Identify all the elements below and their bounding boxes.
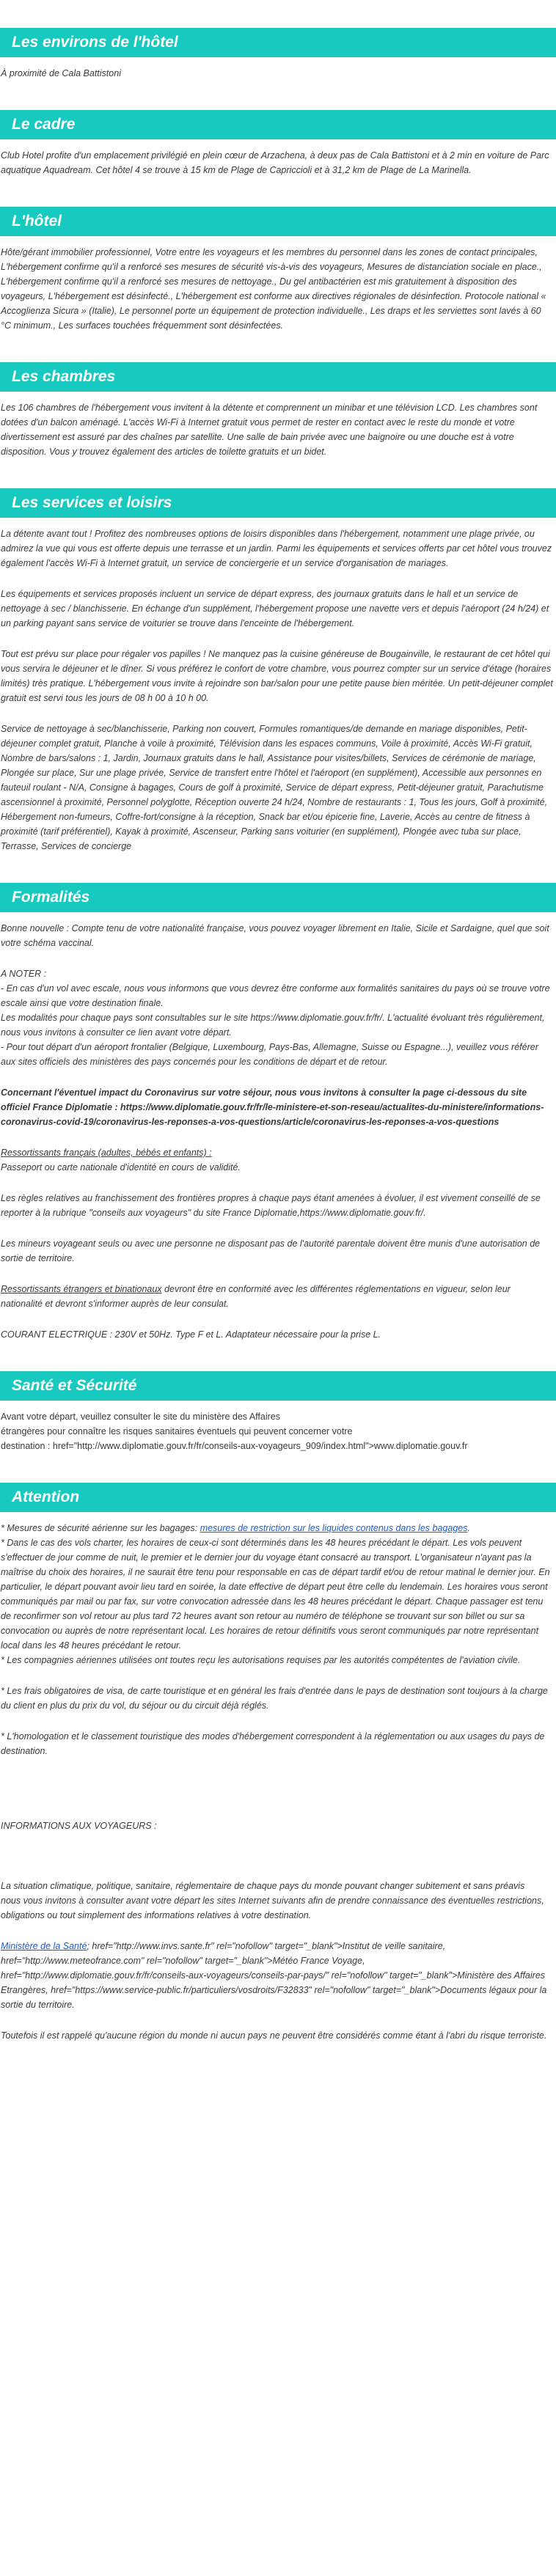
chambres-text: Les 106 chambres de l'hébergement vous invitent à la détente et comprennent un minibar et une télévision LCD. Les chambres sont dotées d'un balcon aménagé. L'accès Wi-Fi à Internet gratuit vous permet de rester en contact avec le reste du monde et votre divertissement est assuré par des chaînes par satellite. Une salle de bain privée avec une baignoire ou une douche est à votre disposition. Vous y trouvez également des articles de toilette gratuits et un bidet.: [1, 403, 538, 457]
section-title: Formalités: [0, 883, 556, 912]
health-ministry-link[interactable]: Ministère de la Santé: [1, 1941, 87, 1951]
french-nationals: [1, 1145, 553, 1175]
travelers-info-line: La situation climatique, politique, sanitaire, réglementaire de chaque pays du monde pouvant changer subitement et sans préavis: [1, 1881, 525, 1891]
luggage-notice-end: .: [467, 1523, 470, 1533]
official-links: [1, 1939, 553, 2012]
section-formalites: [0, 883, 556, 1342]
travelers-info: [1, 1879, 553, 1923]
section-sante: [0, 1371, 556, 1453]
sante-line: destination : href="http://www.diplomatie.gouv.fr/fr/conseils-aux-voyageurs_909/index.html">www.diplomatie.gouv.fr: [1, 1441, 468, 1451]
formalites-intro: Bonne nouvelle : Compte tenu de votre nationalité française, vous pouvez voyager librement en Italie, Sicile et Sardaigne, quel que soit votre schéma vaccinal.: [1, 923, 549, 948]
services-paragraph: Les équipements et services proposés incluent un service de départ express, des journaux gratuits dans le hall et un service de nettoyage à sec / blanchisserie. En échange d'un supplément, l'hébergement propose une navette vers et depuis l'aéroport (24 h/24) et un parking payant sans service de voiturier se trouve dans l'enceinte de l'hébergement.: [1, 589, 549, 628]
accommodation-rating: * L'homologation et le classement touristique des modes d'hébergement correspondent à la réglementation ou aux usages du pays de destination.: [1, 1731, 545, 1756]
official-links-text: ; href="http://www.invs.sante.fr" rel="nofollow" target="_blank">Institut de veille sanitaire, href="http://www.meteofrance.com" rel="nofollow" target="_blank">Météo France Voyage, href="http://www.diplomatie.gouv.fr/fr/conseils-aux-voyageurs/conseils-par-pays/" rel="nofollow" target="_blank">Ministère des Affaires Etrangères, href="https://www.service-public.fr/particuliers/vosdroits/F32833" rel="nofollow" target="_blank">Documents légaux pour la sortie du territoire.: [1, 1941, 547, 2010]
foreign-nationals-text: devront être en conformité avec les différentes réglementations en vigueur, selon leur nationalité et devront s'informer auprès de leur consulat.: [1, 1284, 511, 1309]
formalites-nota: [1, 966, 553, 1069]
nota-line: - En cas d'un vol avec escale, nous vous informons que vous devrez être conforme aux formalités sanitaires du pays où se trouve votre escale ainsi que votre destination finale.: [1, 983, 550, 1008]
sante-line: Avant votre départ, veuillez consulter le site du ministère des Affaires: [1, 1412, 280, 1422]
visa-fees: * Les frais obligatoires de visa, de carte touristique et en général les frais d'entrée dans le pays de destination sont toujours à la charge du client en plus du prix du vol, du séjour ou du circuit déjà réglés.: [1, 1686, 548, 1711]
minors-rules: Les mineurs voyageant seuls ou avec une personne ne disposant pas de l'autorité parentale doivent être munis d'une autorisation de sortie de territoire.: [1, 1239, 541, 1263]
terrorism-notice: Toutefois il est rappelé qu'aucune région du monde ni aucun pays ne peuvent être considérés comme étant à l'abri du risque terroriste.: [1, 2030, 547, 2041]
charter-notice: * Dans le cas des vols charter, les horaires de ceux-ci sont déterminés dans les 48 heures précédant le départ. Les vols peuvent s'effectuer de jour comme de nuit, le premier et le dernier jour du voyage étant consacré au transport. L'organisateur n'ayant pas la maîtrise du choix des horaires, il ne saurait être tenu pour responsable en cas de départ tardif et/ou de retour matinal le dernier jour. En particulier, le départ pouvant avoir lieu tard en soirée, la date effective de départ peut être celle du lendemain. Les horaires vous seront communiqués par mail ou par fax, sur votre convocation adressée dans les 48 heures précédant le départ. Chaque passager est tenu de reconfirmer son vol retour au plus tard 72 heures avant son retour au numéro de téléphone se trouvant sur son billet ou sur sa convocation ou auprès de notre représentant local. Les horaires de retour définitifs vous seront communiqués par notre représentant local dans les 48 heures précédant le retour.: [1, 1538, 550, 1651]
luggage-notice: * Mesures de sécurité aérienne sur les bagages:: [1, 1523, 200, 1533]
section-chambres: [0, 362, 556, 459]
environs-text: À proximité de Cala Battistoni: [1, 68, 121, 78]
section-cadre: [0, 110, 556, 177]
section-title: L'hôtel: [0, 207, 556, 236]
section-title: Les environs de l'hôtel: [0, 28, 556, 57]
attention-flights: [1, 1521, 553, 1667]
section-attention: [0, 1483, 556, 2043]
liquids-restriction-link[interactable]: mesures de restriction sur les liquides contenus dans les bagages: [200, 1523, 468, 1533]
services-amenities-list: Service de nettoyage à sec/blanchisserie, Parking non couvert, Formules romantiques/de demande en mariage disponibles, Petit-déjeuner complet gratuit, Planche à voile à proximité, Télévision dans les espaces communs, Voile à proximité, Accès Wi-Fi gratuit, Nombre de bars/salons : 1, Jardin, Journaux gratuits dans le hall, Assistance pour visites/billets, Services de cérémonie de mariage, Plongée sur place, Sur une plage privée, Service de transfert entre l'hôtel et l'aéroport (en supplément), Accessible aux personnes en fauteuil roulant - N/A, Consigne à bagages, Cours de golf à proximité, Service de départ express, Petit-déjeuner gratuit, Parachutisme ascensionnel à proximité, Personnel polyglotte, Réception ouverte 24 h/24, Nombre de restaurants : 1, Tous les jours, Golf à proximité, Hébergement non-fumeurs, Coffre-fort/consigne à la réception, Snack bar et/ou épicerie fine, Laverie, Accès au centre de fitness à proximité (tarif préférentiel), Kayak à proximité, Ascenseur, Parking sans voiturier (en supplément), Plongée avec tuba sur place, Terrasse, Services de concierge: [1, 724, 548, 851]
foreign-nationals-heading: Ressortissants étrangers et binationaux: [1, 1284, 162, 1294]
nota-line: Les modalités pour chaque pays sont consultables sur le site https://www.diplomatie.gouv.fr/fr/. L'actualité évoluant très régulièrement, nous vous invitons à consulter ce lien avant votre départ.: [1, 1013, 545, 1038]
section-title: Le cadre: [0, 110, 556, 139]
french-nationals-heading: Ressortissants français (adultes, bébés et enfants) :: [1, 1148, 212, 1158]
section-services: [0, 488, 556, 854]
services-paragraph: La détente avant tout ! Profitez des nombreuses options de loisirs disponibles dans l'hébergement, notamment une plage privée, ou admirez la vue qui vous est offerte depuis une terrasse et un jardin. Parmi les équipements et services offerts par cet hôtel vous trouvez également l'accès Wi-Fi à Internet gratuit, un service de conciergerie et un service d'organisation de mariages.: [1, 529, 552, 568]
travelers-info-heading: INFORMATIONS AUX VOYAGEURS :: [1, 1821, 157, 1831]
sante-text: [1, 1409, 553, 1453]
hotel-text: Hôte/gérant immobilier professionnel, Votre entre les voyageurs et les membres du personnel dans les zones de contact principales, L'hébergement confirme qu'il a renforcé ses mesures de sécurité vis-à-vis des voyageurs, Mesures de distanciation sociale en place., L'hébergement confirme qu'il a renforcé ses mesures de nettoyage., Du gel antibactérien est mis gratuitement à disposition des voyageurs, L'hébergement est désinfecté., L'hébergement est conforme aux directives régionales de désinfection. Protocole national « Accoglienza Sicura » (Italie), Le personnel porte un équipement de protection individuelle., Les draps et les serviettes sont lavés à 60 °C minimum., Les surfaces touchées fréquemment sont désinfectées.: [1, 247, 546, 331]
nota-line: - Pour tout départ d'un aéroport frontalier (Belgique, Luxembourg, Pays-Bas, Allemagne, Suisse ou Espagne...), veuillez vous référer aux sites officiels des ministères des pays concernés pour les conditions de départ et de retour.: [1, 1042, 538, 1067]
french-nationals-text: Passeport ou carte nationale d'identité en cours de validité.: [1, 1162, 241, 1173]
border-rules: Les règles relatives au franchissement des frontières propres à chaque pays étant amenées à évoluer, il est vivement conseillé de se reporter à la rubrique "conseils aux voyageurs" du site France Diplomatie,https://www.diplomatie.gouv.fr/.: [1, 1193, 541, 1218]
travelers-info-line: nous vous invitons à consulter avant votre départ les sites Internet suivants afin de prendre connaissance des éventuelles restrictions, obligations ou tout simplement des informations relatives à votre destination.: [1, 1896, 544, 1920]
airlines-notice: * Les compagnies aériennes utilisées ont toutes reçu les autorisations requises par les autorités compétentes de l'aviation civile.: [1, 1655, 521, 1665]
section-title: Santé et Sécurité: [0, 1371, 556, 1401]
nota-heading: A NOTER :: [1, 969, 47, 979]
section-title: Attention: [0, 1483, 556, 1512]
cadre-text: Club Hotel profite d'un emplacement privilégié en plein cœur de Arzachena, à deux pas de Cala Battistoni et à 2 min en voiture de Parc aquatique Aquadream. Cet hôtel 4 se trouve à 15 km de Plage de Capriccioli et à 31,2 km de Plage de La Marinella.: [1, 150, 549, 175]
section-environs: [0, 28, 556, 81]
services-paragraph: Tout est prévu sur place pour régaler vos papilles ! Ne manquez pas la cuisine généreuse de Bougainville, le restaurant de cet hôtel qui vous servira le déjeuner et le dîner. Si vous préférez le confort de votre chambre, vous pourrez compter sur un service d'étage (horaires limités) très pratique. L'hébergement vous invite à rejoindre son bar/salon pour une petite pause bien méritée. Un petit-déjeuner complet gratuit est servi tous les jours de 08 h 00 à 10 h 00.: [1, 649, 553, 703]
section-title: Les services et loisirs: [0, 488, 556, 518]
section-hotel: [0, 207, 556, 333]
electric-current: COURANT ELECTRIQUE : 230V et 50Hz. Type F et L. Adaptateur nécessaire pour la prise L.: [1, 1329, 381, 1340]
section-title: Les chambres: [0, 362, 556, 392]
foreign-nationals: [1, 1282, 553, 1311]
covid-notice: Concernant l'éventuel impact du Coronavirus sur votre séjour, nous vous invitons à consulter la page ci-dessous du site officiel France Diplomatie : https://www.diplomatie.gouv.fr/fr/le-ministere-et-son-reseau/actualites-du-ministere/informations-coronavirus-covid-19/coronavirus-les-reponses-a-vos-questions/article/coronavirus-les-reponses-a-vos-questions: [1, 1087, 544, 1127]
sante-line: étrangères pour connaître les risques sanitaires éventuels qui peuvent concerner votre: [1, 1426, 353, 1436]
